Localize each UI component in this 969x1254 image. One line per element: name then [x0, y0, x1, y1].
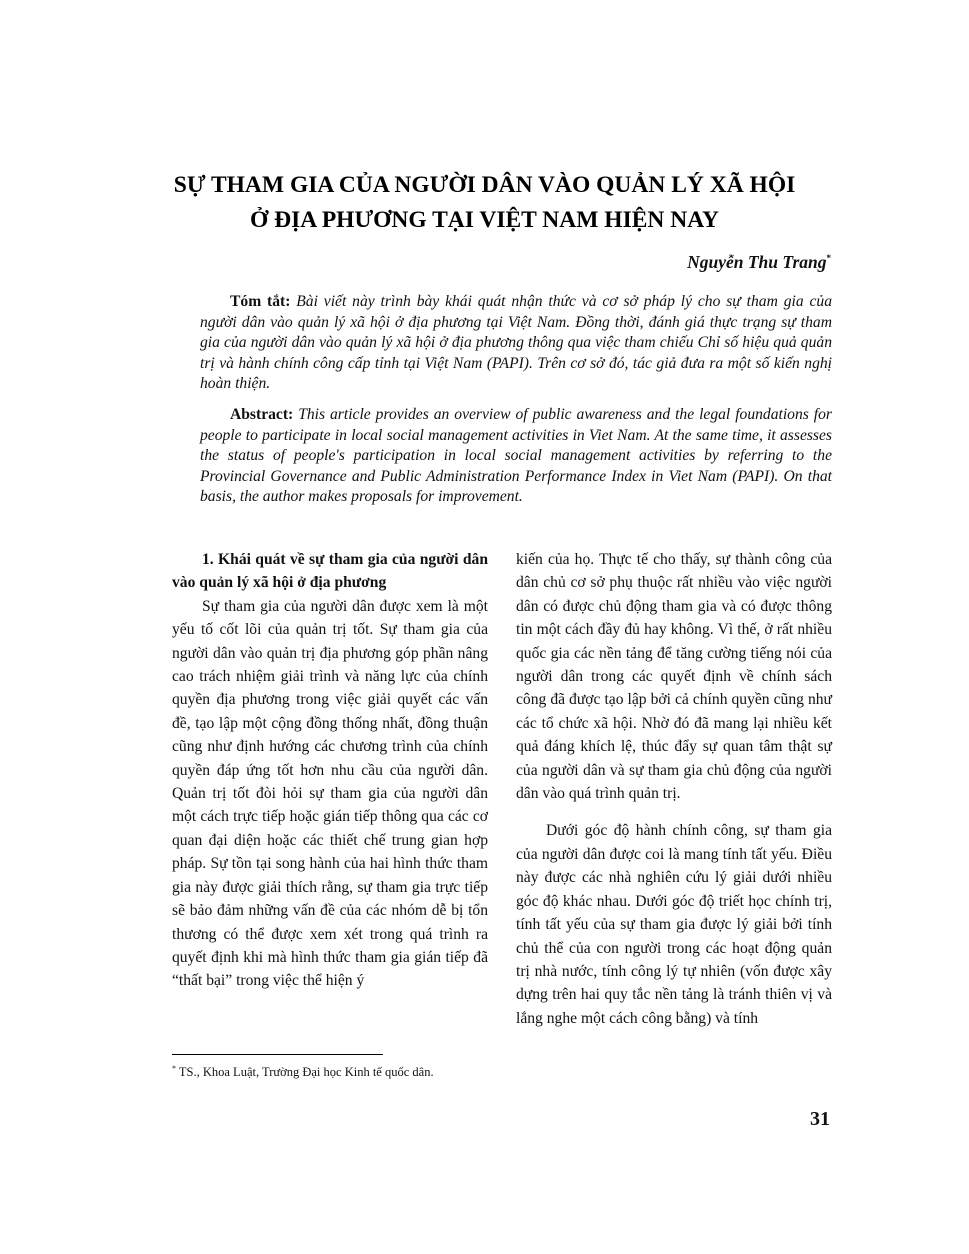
footnote-divider: [172, 1054, 383, 1055]
author-footnote-mark: *: [826, 253, 831, 264]
abstract-vi-label: Tóm tắt:: [230, 293, 291, 310]
abstract-en-label: Abstract:: [230, 406, 294, 423]
body-column-left: [172, 548, 488, 993]
body-paragraph: Dưới góc độ hành chính công, sự tham gia của người dân được coi là mang tính tất yếu. Điều này được các nhà nghiên cứu lý giải dưới nhiều góc độ khác nhau. Dưới góc độ triết học chính trị, tính tất yếu của sự tham gia được lý giải bởi tính chủ thể của con người trong các hoạt động quản trị nhà nước, tính công lý tự nhiên (vốn được xây dựng trên hai quy tắc nền tảng là tránh thiên vị và lắng nghe một cách công bằng) và tính: [516, 822, 832, 1027]
footnote: [172, 1064, 434, 1080]
body-column-right: [516, 548, 832, 1030]
body-paragraph-continued: kiến của họ. Thực tế cho thấy, sự thành công của dân chủ cơ sở phụ thuộc rất nhiều vào việc người dân có được chủ động tham gia và có được thông tin một cách đầy đủ hay không. Vì thế, ở rất nhiều quốc gia các nền tảng để tăng cường tiếng nói của người dân trong các quyết định về chính sách công đã được tạo lập bởi cả chính quyền cũng như các tổ chức xã hội. Nhờ đó đã mang lại nhiều kết quả đáng khích lệ, thúc đẩy sự quan tâm thật sự của người dân và sự tham gia chủ động của người dân vào quá trình quản trị.: [516, 551, 832, 803]
footnote-text: TS., Khoa Luật, Trường Đại học Kinh tế quốc dân.: [176, 1065, 434, 1080]
article-title-line-1: SỰ THAM GIA CỦA NGƯỜI DÂN VÀO QUẢN LÝ XÃ HỘI: [173, 172, 796, 198]
abstract-en-text: This article provides an overview of public awareness and the legal foundations for people to participate in local social management activities in Viet Nam. At the same time, it assesses the status of people's participation in local social management activities by referring to the Provincial Governance and Public Administration Performance Index in Viet Nam (PAPI). On that basis, the author makes proposals for improvement.: [200, 406, 832, 506]
footnote-mark: *: [172, 1064, 176, 1073]
abstract-vietnamese: [200, 292, 832, 395]
author-name: Nguyễn Thu Trang: [687, 252, 827, 272]
abstract-english: [200, 405, 832, 508]
section-heading: 1. Khái quát về sự tham gia của người dân vào quản lý xã hội ở địa phương: [172, 551, 488, 592]
article-title-line-2: Ở ĐỊA PHƯƠNG TẠI VIỆT NAM HIỆN NAY: [250, 207, 719, 233]
abstract-vi-text: Bài viết này trình bày khái quát nhận thức và cơ sở pháp lý cho sự tham gia của người dân vào quản lý xã hội ở địa phương tại Việt Nam. Đồng thời, đánh giá thực trạng sự tham gia của người dân vào quản lý xã hội ở địa phương thông qua việc tham chiếu Chỉ số hiệu quả quản trị và hành chính công cấp tỉnh tại Việt Nam (PAPI). Trên cơ sở đó, tác giả đưa ra một số kiến nghị hoàn thiện.: [200, 293, 832, 393]
body-paragraph: Sự tham gia của người dân được xem là một yếu tố cốt lõi của quản trị tốt. Sự tham gia của người dân vào quản trị địa phương góp phần nâng cao trách nhiệm giải trình và năng lực của chính quyền địa phương trong việc giải quyết các vấn đề, tạo lập một cộng đồng thống nhất, đồng thuận cũng như định hướng các chương trình của chính quyền đáp ứng tốt hơn nhu cầu của người dân. Quản trị tốt đòi hỏi sự tham gia của người dân một cách trực tiếp hoặc gián tiếp thông qua các cơ quan đại diện hoặc các thiết chế trung gian hợp pháp. Sự tồn tại song hành của hai hình thức tham gia này được giải thích rằng, sự tham gia trực tiếp sẽ bảo đảm những vấn đề của các nhóm dễ bị tổn thương có thể được xem xét trong quá trình ra quyết định khi mà hình thức tham gia gián tiếp đã “thất bại” trong việc thể hiện ý: [172, 597, 488, 990]
page-number: 31: [810, 1108, 830, 1130]
author-byline: [687, 252, 831, 273]
article-title: [120, 168, 849, 238]
